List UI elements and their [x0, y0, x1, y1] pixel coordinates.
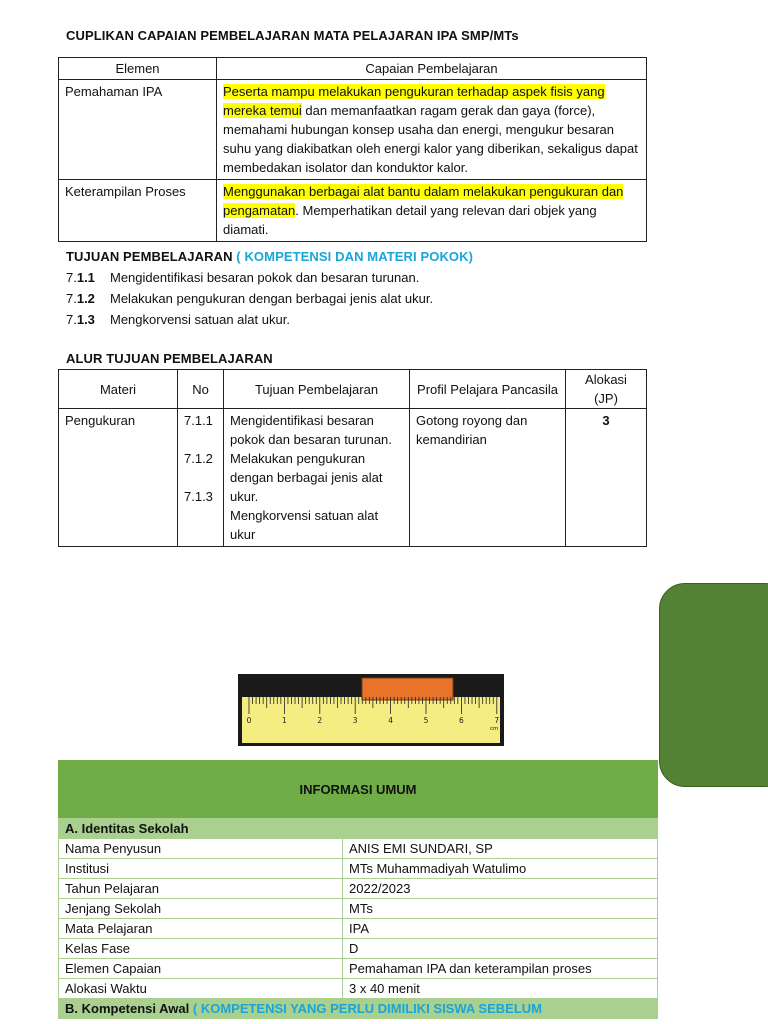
tp-text: Melakukan pengukuran dengan berbagai jenis alat ukur. [110, 291, 434, 306]
atp-materi: Pengukuran [59, 409, 178, 547]
atp-tujuan-item: Mengidentifikasi besaran pokok dan besaran turunan. [230, 413, 392, 447]
atp-header-materi: Materi [59, 370, 178, 409]
cp-elemen: Pemahaman IPA [59, 80, 217, 180]
atp-tujuan [224, 409, 410, 547]
table-row [59, 839, 658, 859]
ruler-label: 0 [246, 716, 252, 725]
tp-number: 7.1.2 [66, 291, 95, 306]
tp-text: Mengidentifikasi besaran pokok dan besaran turunan. [110, 270, 420, 285]
info-key: Jenjang Sekolah [59, 899, 343, 919]
info-key: Kelas Fase [59, 939, 343, 959]
tp-text: Mengkorvensi satuan alat ukur. [110, 312, 290, 327]
cp-header-elemen: Elemen [59, 58, 217, 80]
tp-number: 7.1.1 [66, 270, 95, 285]
cp-title: CUPLIKAN CAPAIAN PEMBELAJARAN MATA PELAJARAN IPA SMP/MTs [66, 28, 519, 43]
info-value: ANIS EMI SUNDARI, SP [343, 839, 658, 859]
table-row [59, 979, 658, 999]
table-row [59, 899, 658, 919]
table-row [59, 180, 647, 242]
ruler-label: 4 [388, 716, 393, 725]
info-key: Institusi [59, 859, 343, 879]
cp-capaian [217, 180, 647, 242]
tp-subtitle: ( KOMPETENSI DAN MATERI POKOK) [236, 249, 474, 264]
cp-capaian-text: . Memperhatikan detail yang relevan dari objek yang diamati. [223, 203, 597, 237]
atp-numbers [178, 409, 224, 547]
cp-capaian-text: dan memanfaatkan ragam gerak dan gaya (force), memahami hubungan konsep usaha dan energi, mengukur besaran suhu yang diakibatkan oleh energi kalor yang diberikan, sekaligus dapat membedakan isolator dan konduktor kalor. [223, 103, 638, 175]
atp-tujuan-item: Melakukan pengukuran dengan berbagai jenis alat ukur. [230, 451, 383, 504]
section-b-note: ( KOMPETENSI YANG PERLU DIMILIKI SISWA SEBELUM [192, 1001, 542, 1016]
table-row [59, 80, 647, 180]
info-key: Mata Pelajaran [59, 919, 343, 939]
info-value: 3 x 40 menit [343, 979, 658, 999]
section-a-title: A. Identitas Sekolah [59, 819, 658, 839]
tp-number: 7.1.3 [66, 312, 95, 327]
table-row [59, 959, 658, 979]
info-table [58, 818, 658, 1019]
cp-table-header [59, 58, 647, 80]
table-row [59, 919, 658, 939]
measured-block [362, 678, 453, 700]
atp-tujuan-item: Mengkorvensi satuan alat ukur [230, 508, 379, 542]
info-header [58, 760, 658, 818]
cp-elemen: Keterampilan Proses [59, 180, 217, 242]
section-row [59, 819, 658, 839]
atp-table [58, 369, 647, 547]
info-title: INFORMASI UMUM [299, 781, 417, 797]
tp-heading [66, 249, 473, 264]
ruler-illustration [237, 673, 505, 747]
atp-number: 7.1.2 [184, 451, 213, 466]
info-key: Alokasi Waktu [59, 979, 343, 999]
atp-number: 7.1.1 [184, 413, 213, 428]
ruler-label: 5 [423, 716, 429, 725]
table-row [59, 409, 647, 547]
info-value: 2022/2023 [343, 879, 658, 899]
ruler-label: 6 [459, 716, 464, 725]
atp-alokasi: 3 [566, 409, 647, 547]
info-key: Tahun Pelajaran [59, 879, 343, 899]
section-b-title: B. Kompetensi Awal ( KOMPETENSI YANG PERLU DIMILIKI SISWA SEBELUM [59, 999, 658, 1019]
ruler-label: 3 [352, 716, 358, 725]
list-item [66, 268, 419, 288]
list-item [66, 310, 290, 330]
atp-header-profil: Profil Pelajara Pancasila [410, 370, 566, 409]
atp-title: ALUR TUJUAN PEMBELAJARAN [66, 351, 273, 366]
atp-profil: Gotong royong dan kemandirian [410, 409, 566, 547]
info-value: MTs [343, 899, 658, 919]
section-row [59, 999, 658, 1019]
cp-header-capaian: Capaian Pembelajaran [217, 58, 647, 80]
info-key: Nama Penyusun [59, 839, 343, 859]
info-value: D [343, 939, 658, 959]
atp-table-header [59, 370, 647, 409]
atp-number: 7.1.3 [184, 489, 213, 504]
tp-title: TUJUAN PEMBELAJARAN [66, 249, 233, 264]
atp-header-tujuan: Tujuan Pembelajaran [224, 370, 410, 409]
cp-table [58, 57, 647, 242]
ruler-unit: cm [490, 726, 499, 732]
table-row [59, 879, 658, 899]
cp-capaian [217, 80, 647, 180]
atp-header-alokasi: Alokasi (JP) [566, 370, 647, 409]
atp-header-no: No [178, 370, 224, 409]
info-value: MTs Muhammadiyah Watulimo [343, 859, 658, 879]
highlighted-text: Menggunakan berbagai alat bantu dalam melakukan pengukuran dan pengamatan [223, 184, 624, 218]
info-value: IPA [343, 919, 658, 939]
table-row [59, 859, 658, 879]
info-key: Elemen Capaian [59, 959, 343, 979]
table-row [59, 939, 658, 959]
ruler-label: 7 [494, 716, 500, 725]
green-rounded-shape [659, 583, 768, 787]
info-value: Pemahaman IPA dan keterampilan proses [343, 959, 658, 979]
list-item [66, 289, 433, 309]
ruler-label: 1 [282, 716, 287, 725]
ruler-label: 2 [317, 716, 323, 725]
highlighted-text: Peserta mampu melakukan pengukuran terhadap aspek fisis yang mereka temui [223, 84, 605, 118]
